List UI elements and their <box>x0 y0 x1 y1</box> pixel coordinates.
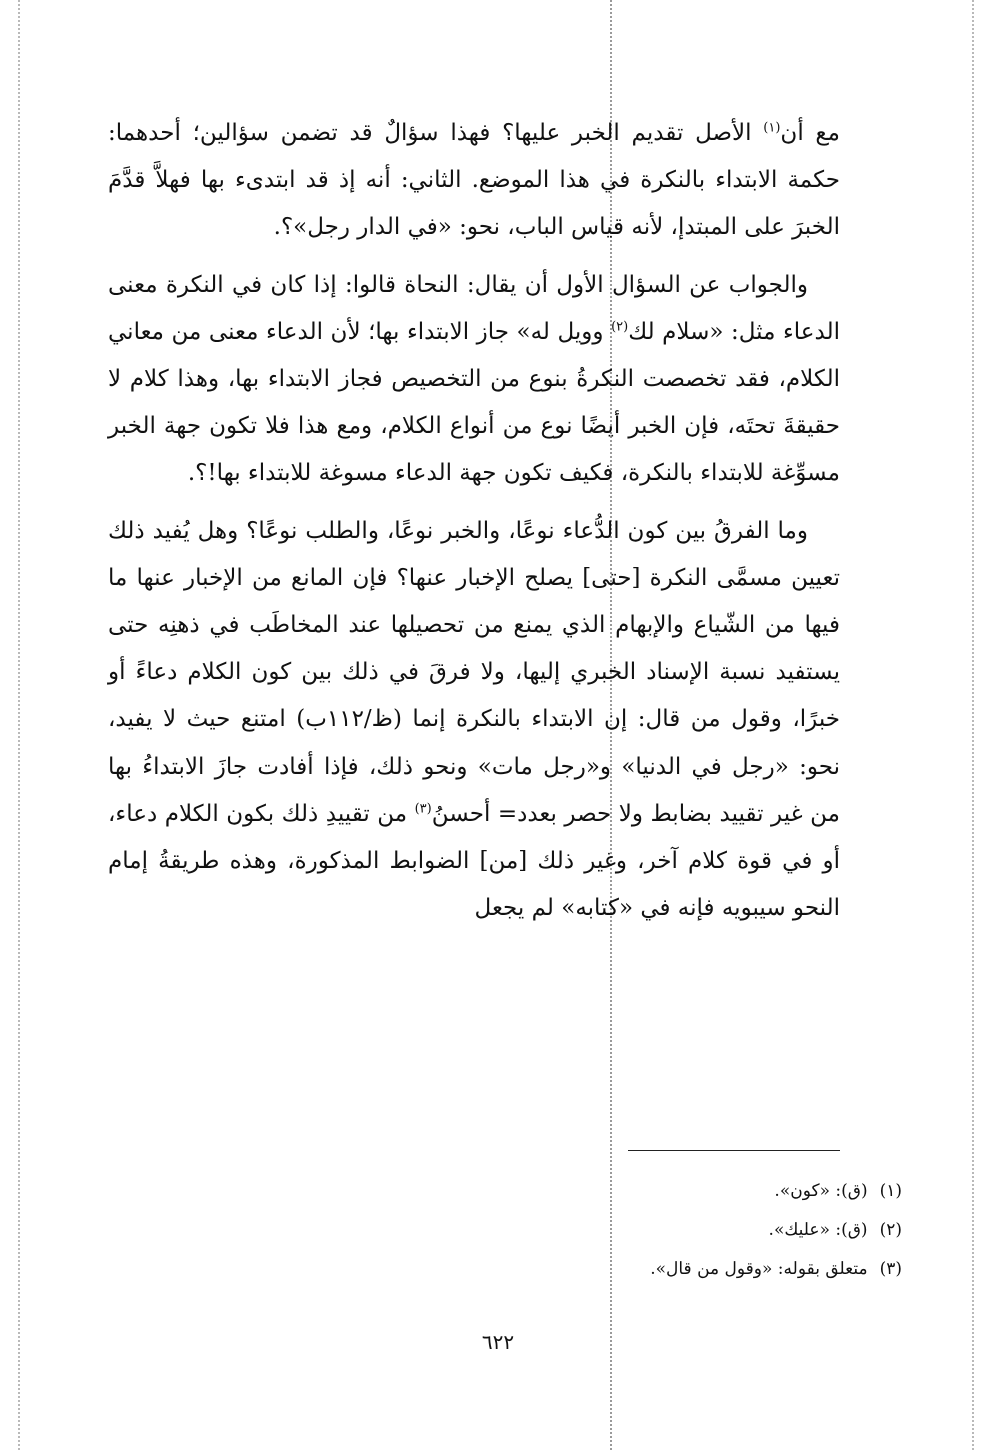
scan-edge-line-right <box>972 0 974 1450</box>
paragraph-1-text-start: مع أن <box>780 120 840 146</box>
footnote-1-text: (ق): «كون». <box>774 1181 868 1201</box>
footnote-2 <box>402 1211 902 1250</box>
footnote-3-text: متعلق بقوله: «وقول من قال». <box>650 1259 868 1279</box>
paragraph-1-text-end: الأصل تقديم الخبر عليها؟ فهذا سؤالٌ قد تضمن سؤالين؛ أحدهما: حكمة الابتداء بالنكرة في هذا الموضع. الثاني: أنه إذ قد ابتدىء بها فهلاَّ قدَّمَ الخبرَ على المبتدإ، لأنه قياس الباب، نحو: «في الدار رجل»؟. <box>108 120 840 241</box>
paragraph-2-text-end: وويل له» جاز الابتداء بها؛ لأن الدعاء معنى من معاني الكلام، فقد تخصصت النكرةُ بنوع من التخصيص فجاز الابتداء بها، وهذا كلام لا حقيقةَ تحتَه، فإن الخبر أيضًا نوع من أنواع الكلام، ومع هذا فلا تكون جهة الخبر مسوِّغة للابتداء بالنكرة، فكيف تكون جهة الدعاء مسوغة للابتداء بها!؟. <box>108 318 840 487</box>
footnote-2-text: (ق): «عليك». <box>768 1220 868 1240</box>
footnote-3-number: (٣) <box>879 1259 902 1279</box>
paragraph-3-text-end: من تقييدِ ذلك بكون الكلام دعاء، أو في قوة كلام آخر، وغير ذلك [من] الضوابط المذكورة، وهذه طريقةُ إمام النحو سيبويه فإنه في «كتابه» لم يجعل <box>108 800 840 922</box>
footnote-2-number: (٢) <box>879 1220 902 1240</box>
footnote-ref-2: (٢) <box>611 319 629 335</box>
page-number: ٦٢٢ <box>481 1330 515 1354</box>
paragraph-2 <box>108 262 840 498</box>
paragraph-3 <box>108 508 840 933</box>
paragraph-2-text-start: والجواب عن السؤال الأول أن يقال: النحاة قالوا: إذا كان في النكرة معنى الدعاء مثل: «سلام لك <box>108 271 841 345</box>
footnotes <box>402 1172 902 1289</box>
footnote-1-number: (١) <box>879 1181 902 1201</box>
footnote-1 <box>402 1172 902 1211</box>
footnote-ref-1: (١) <box>763 120 781 136</box>
paragraph-3-text-start: وما الفرقُ بين كون الدُّعاء نوعًا، والخبر نوعًا، والطلب نوعًا؟ وهل يُفيد ذلك تعيين مسمَّى النكرة [حتى] يصلح الإخبار عنها؟ فإن المانع من الإخبار عنها ما فيها من الشّياع والإبهام الذي يمنع من تحصيلها عند المخاطَب في ذهنِه حتى يستفيد نسبة الإسناد الخبري إليها، ولا فرقَ في ذلك بين كون الكلام دعاءً أو خبرًا، وقول من قال: إن الابتداء بالنكرة إنما (ظ/١١٢ب) امتنع حيث لا يفيد، نحو: «رجل في الدنيا» و«رجل مات» ونحو ذلك، فإذا أفادت جازَ الابتداءُ بها من غير تقييد بضابط ولا حصر بعدد= أحسنُ <box>108 517 841 827</box>
footnote-3 <box>402 1250 902 1289</box>
main-text <box>108 110 840 942</box>
footnote-ref-3: (٣) <box>414 801 432 817</box>
paragraph-1 <box>108 110 840 252</box>
scan-edge-line-left <box>18 0 20 1450</box>
footnote-separator <box>628 1150 840 1151</box>
